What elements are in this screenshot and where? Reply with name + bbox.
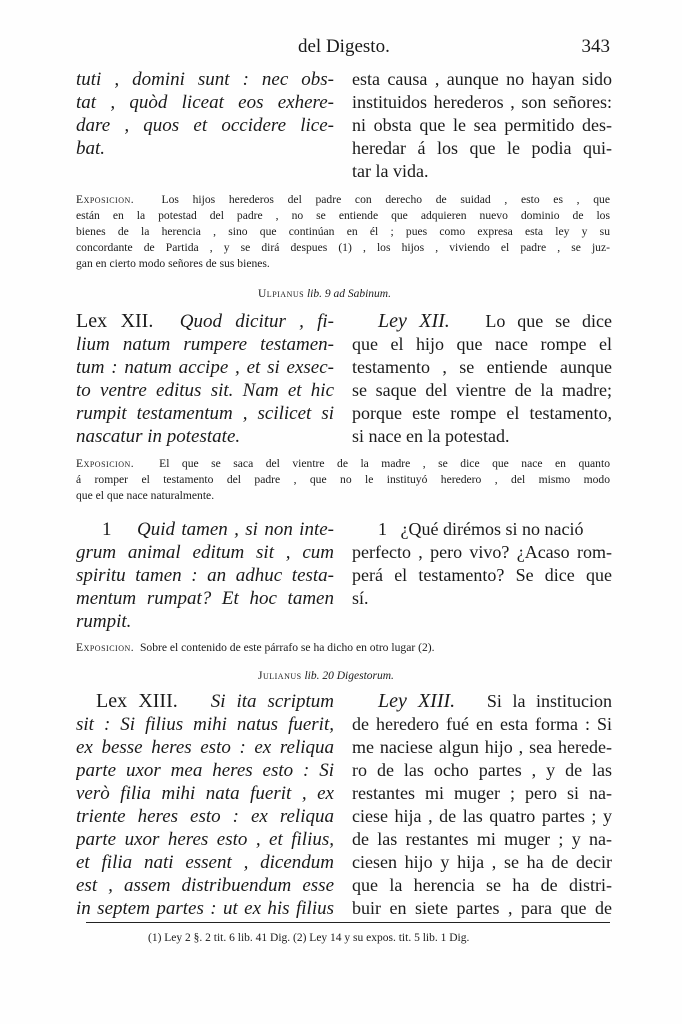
latin-column-lex13 xyxy=(76,690,334,920)
latin-line: to ventre editus sit. Nam et hic xyxy=(76,380,334,401)
running-header xyxy=(76,36,616,66)
exposicion-label: Exposicion. xyxy=(76,193,135,206)
spanish-column-lex13 xyxy=(352,690,612,920)
latin-line: grum animal editum sit , cum xyxy=(76,542,334,563)
spanish-line: que el hijo que nace rompe el xyxy=(352,334,612,354)
footnotes: (1) Ley 2 §. 2 tit. 6 lib. 41 Dig. (2) Ley 14 y su expos. tit. 5 lib. 1 Dig. xyxy=(148,932,470,944)
latin-line: Si ita scriptum xyxy=(210,691,334,712)
spanish-line: heredar á los que le podia qui- xyxy=(352,138,612,158)
spanish-line: buir en siete partes , para que de xyxy=(352,898,612,918)
exposicion-line: gan en cierto modo señores de sus bienes. xyxy=(76,257,270,270)
latin-line: tat , quòd liceat eos exhere- xyxy=(76,92,334,113)
latin-line: Quid tamen , si non inte- xyxy=(136,519,334,540)
exposicion-line: que el que nace naturalmente. xyxy=(76,489,215,502)
lex-heading: Lex XII. xyxy=(76,310,154,332)
latin-line: est , assem distribuendum esse xyxy=(76,875,334,896)
spanish-line: ro de las ocho partes , y de las xyxy=(352,760,612,780)
latin-line: verò filia mihi nata fuerit , ex xyxy=(76,783,334,804)
latin-line: tuti , domini sunt : nec obs- xyxy=(76,69,334,90)
latin-line: sit : Si filius mihi natus fuerit, xyxy=(76,714,334,735)
source-author: Julianus xyxy=(258,670,302,682)
exposicion-label: Exposicion. xyxy=(76,457,135,470)
spanish-line: tar la vida. xyxy=(352,161,429,181)
spanish-line: esta causa , aunque no hayan sido xyxy=(352,69,612,89)
exposicion-text: Sobre el contenido de este párrafo se ha dicho en otro lugar (2). xyxy=(139,641,435,654)
latin-line: spiritu tamen : an adhuc testa- xyxy=(76,565,334,586)
latin-line: Quod dicitur , fi- xyxy=(179,311,334,332)
latin-line: dare , quos et occidere lice- xyxy=(76,115,334,136)
latin-line: triente heres esto : ex reliqua xyxy=(76,806,334,827)
source-ref: lib. 20 Digestorum. xyxy=(304,670,394,682)
latin-line: parte uxor mea heres esto : Si xyxy=(76,760,334,781)
spanish-line: perá el testamento? Se dice que xyxy=(352,565,612,585)
spanish-line: ¿Qué dirémos si no nació xyxy=(400,519,584,539)
lex-heading: Lex XIII. xyxy=(96,690,178,712)
exposicion-label: Exposicion. xyxy=(76,641,135,654)
latin-line: bat. xyxy=(76,138,106,159)
spanish-line: Lo que se dice xyxy=(485,311,612,331)
spanish-line: instituidos herederos , son señores: xyxy=(352,92,612,112)
paragraph-number: 1 xyxy=(378,519,387,539)
exposicion-2 xyxy=(76,456,610,504)
ley-heading: Ley XII. xyxy=(378,310,450,332)
exposicion-line: están en la potestad del padre , no se entiende que adquieren nuevo dominio de los xyxy=(76,209,610,222)
latin-column-par1 xyxy=(76,518,334,633)
latin-line: lium natum rumpere testamen- xyxy=(76,334,334,355)
source-ref: lib. 9 ad Sabinum. xyxy=(306,288,391,300)
latin-line: rumpit testamentum , scilicet si xyxy=(76,403,334,424)
spanish-line: de heredero fué en esta forma : Si xyxy=(352,714,612,734)
latin-line: tum : natum accipe , et si exsec- xyxy=(76,357,334,378)
source-author: Ulpianus xyxy=(258,288,305,300)
spanish-line: de las restantes mi muger ; y na- xyxy=(352,829,612,849)
spanish-line: se saque del vientre de la madre; xyxy=(352,380,612,400)
spanish-line: ni obsta que le sea permitido des- xyxy=(352,115,612,135)
exposicion-3 xyxy=(76,640,610,656)
latin-line: in septem partes : ut ex his filius xyxy=(76,898,334,919)
spanish-line: si nace en la potestad. xyxy=(352,426,510,446)
spanish-line: Si la institucion xyxy=(486,691,612,711)
exposicion-line: El que se saca del vientre de la madre , se dice que nace en quanto xyxy=(159,457,610,470)
spanish-line: restantes mi muger ; pero si na- xyxy=(352,783,612,803)
paragraph-number: 1 xyxy=(102,519,112,540)
spanish-column-par1 xyxy=(352,518,612,610)
latin-line: mentum rumpat? Et hoc tamen xyxy=(76,588,334,609)
exposicion-line: concordante de Partida , y se dirá despues (1) , los hijos , viviendo el padre , se juz- xyxy=(76,241,610,254)
latin-column-lex12 xyxy=(76,310,334,448)
spanish-line: ciese hija , de las quatro partes ; y xyxy=(352,806,612,826)
footnote-rule xyxy=(86,922,610,923)
spanish-line: perfecto , pero vivo? ¿Acaso rom- xyxy=(352,542,612,562)
exposicion-1 xyxy=(76,192,610,272)
running-title: del Digesto. xyxy=(298,36,390,57)
latin-line: et filia nati essent , dicendum xyxy=(76,852,334,873)
page-number: 343 xyxy=(581,36,610,57)
spanish-line: que la herencia se ha de distri- xyxy=(352,875,612,895)
ley-heading: Ley XIII. xyxy=(378,690,456,712)
exposicion-line: á romper el testamento del padre , que no le instituyó heredero , del mismo modo xyxy=(76,473,610,486)
spanish-line: testamento , se entiende aunque xyxy=(352,357,612,377)
latin-line: nascatur in potestate. xyxy=(76,426,241,447)
spanish-column-lex12 xyxy=(352,310,612,448)
spanish-line: ciesen hijo y hija , se ha de decir xyxy=(352,852,612,872)
spanish-line: porque este rompe el testamento, xyxy=(352,403,612,423)
spanish-line: me naciese algun hijo , sea herede- xyxy=(352,737,612,757)
spanish-column-block1 xyxy=(352,68,612,183)
latin-line: ex besse heres esto : ex reliqua xyxy=(76,737,334,758)
latin-line: rumpit. xyxy=(76,611,132,632)
latin-column-block1 xyxy=(76,68,334,160)
spanish-line: sí. xyxy=(352,588,369,608)
source-citation-ulpianus xyxy=(258,288,391,300)
latin-line: parte uxor heres esto , et filius, xyxy=(76,829,334,850)
source-citation-julianus xyxy=(258,670,394,682)
exposicion-line: bienes de la herencia , sino que continúan en él ; pues como expresa esta ley y su xyxy=(76,225,610,238)
exposicion-line: Los hijos herederos del padre con derecho de suidad , esto es , que xyxy=(161,193,610,206)
